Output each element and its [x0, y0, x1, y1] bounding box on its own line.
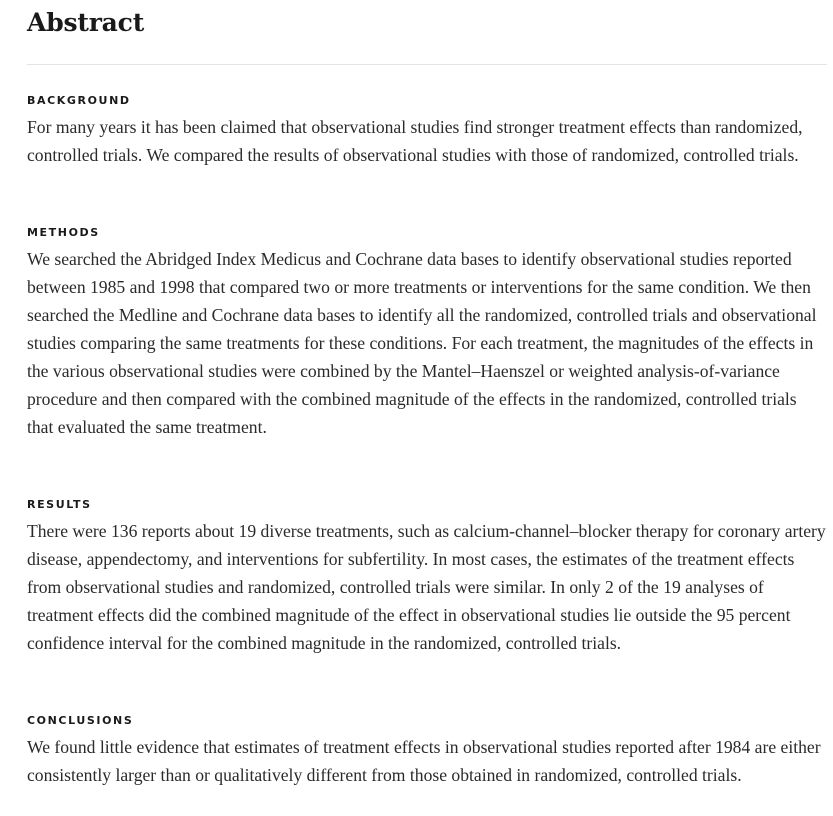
section-heading-results: RESULTS [27, 498, 92, 511]
section-heading-conclusions: CONCLUSIONS [27, 714, 134, 727]
section-conclusions [27, 714, 827, 789]
page-title: Abstract [27, 8, 145, 37]
section-body-conclusions: We found little evidence that estimates of treatment effects in observational studies reported after 1984 are either consistently larger than or qualitatively different from those obtained in randomized, controlled trials. [27, 737, 821, 785]
section-heading-background: BACKGROUND [27, 94, 131, 107]
section-background [27, 94, 827, 169]
section-results [27, 498, 827, 657]
section-heading-methods: METHODS [27, 226, 100, 239]
title-divider [27, 64, 827, 65]
section-body-methods: We searched the Abridged Index Medicus and Cochrane data bases to identify observational studies reported between 1985 and 1998 that compared two or more treatments or interventions for the same condition. We then searched the Medline and Cochrane data bases to identify all the randomized, controlled trials and observational studies comparing the same treatments for these conditions. For each treatment, the magnitudes of the effects in the various observational studies were combined by the Mantel–Haenszel or weighted analysis-of-variance procedure and then compared with the combined magnitude of the effects in the randomized, controlled trials that evaluated the same treatment. [27, 249, 817, 437]
section-body-results: There were 136 reports about 19 diverse treatments, such as calcium-channel–blocker therapy for coronary artery disease, appendectomy, and interventions for subfertility. In most cases, the estimates of the treatment effects from observational studies and randomized, controlled trials were similar. In only 2 of the 19 analyses of treatment effects did the combined magnitude of the effect in observational studies lie outside the 95 percent confidence interval for the combined magnitude in the randomized, controlled trials. [27, 521, 826, 653]
section-body-background: For many years it has been claimed that observational studies find stronger treatment effects than randomized, controlled trials. We compared the results of observational studies with those of randomized, controlled trials. [27, 117, 803, 165]
section-methods [27, 226, 827, 441]
